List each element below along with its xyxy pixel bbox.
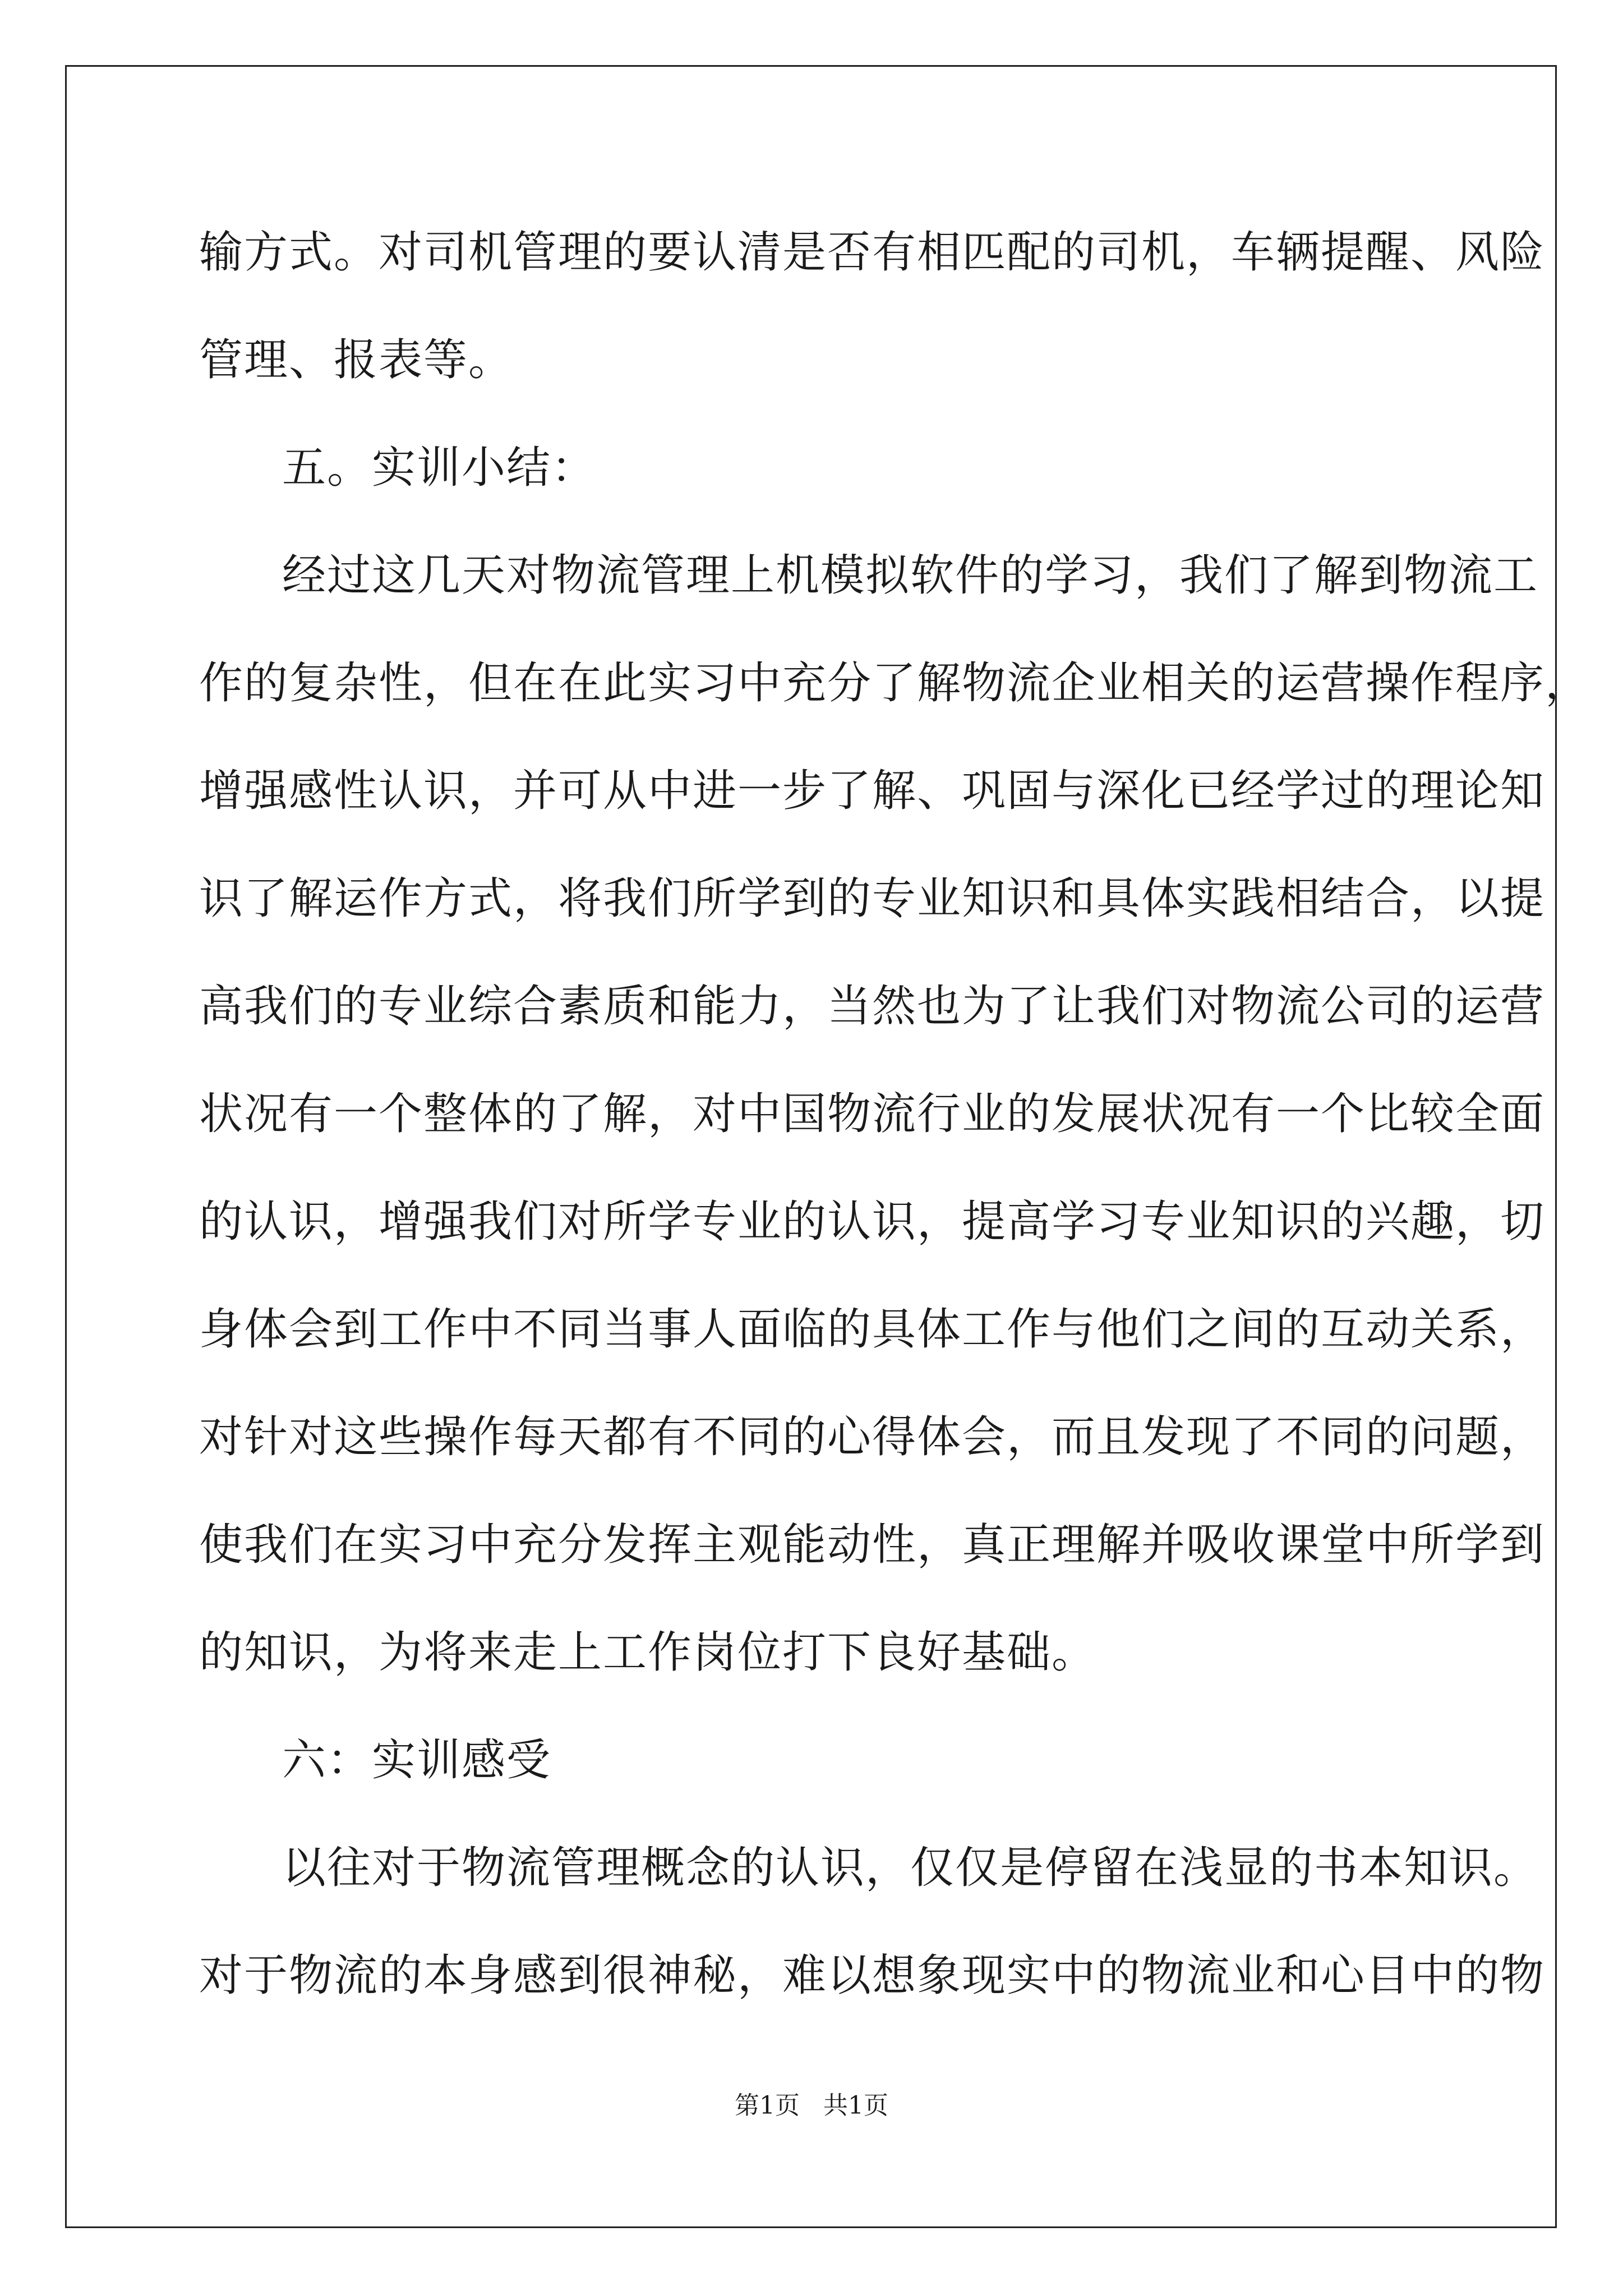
text-line-7: 识了解运作方式，将我们所学到的专业知识和具体实践相结合，以提 bbox=[199, 873, 1546, 924]
text-line-16: 以往对于物流管理概念的认识，仅仅是停留在浅显的书本知识。 bbox=[282, 1843, 1539, 1893]
text-line-10: 的认识，增强我们对所学专业的认识，提高学习专业知识的兴趣，切 bbox=[199, 1197, 1546, 1247]
text-line-9: 状况有一个整体的了解，对中国物流行业的发展状况有一个比较全面 bbox=[199, 1089, 1546, 1139]
text-line-13: 使我们在实习中充分发挥主观能动性，真正理解并吸收课堂中所学到 bbox=[199, 1520, 1546, 1570]
text-line-5: 作的复杂性，但在在此实习中充分了解物流企业相关的运营操作程序， bbox=[199, 658, 1590, 708]
text-line-17: 对于物流的本身感到很神秘，难以想象现实中的物流业和心目中的物 bbox=[199, 1950, 1546, 2001]
text-line-8: 高我们的专业综合素质和能力，当然也为了让我们对物流公司的运营 bbox=[199, 981, 1546, 1032]
section-heading-summary: 五。实训小结： bbox=[282, 443, 597, 493]
page-footer bbox=[0, 2089, 1623, 2123]
page-number-current: 第1页 bbox=[735, 2091, 800, 2120]
text-line-14: 的知识，为将来走上工作岗位打下良好基础。 bbox=[199, 1627, 1097, 1678]
text-line-6: 增强感性认识，并可从中进一步了解、巩固与深化已经学过的理论知 bbox=[199, 766, 1546, 816]
text-line-4: 经过这几天对物流管理上机模拟软件的学习，我们了解到物流工 bbox=[282, 550, 1539, 601]
text-line-12: 对针对这些操作每天都有不同的心得体会，而且发现了不同的问题， bbox=[199, 1412, 1546, 1462]
text-line-1: 输方式。对司机管理的要认清是否有相匹配的司机，车辆提醒、风险 bbox=[199, 227, 1546, 278]
section-heading-feelings: 六：实训感受 bbox=[282, 1735, 552, 1786]
text-line-2: 管理、报表等。 bbox=[199, 335, 514, 385]
text-line-11: 身体会到工作中不同当事人面临的具体工作与他们之间的互动关系， bbox=[199, 1304, 1546, 1355]
page-number-total: 共1页 bbox=[823, 2091, 888, 2120]
document-body bbox=[199, 219, 1590, 2050]
